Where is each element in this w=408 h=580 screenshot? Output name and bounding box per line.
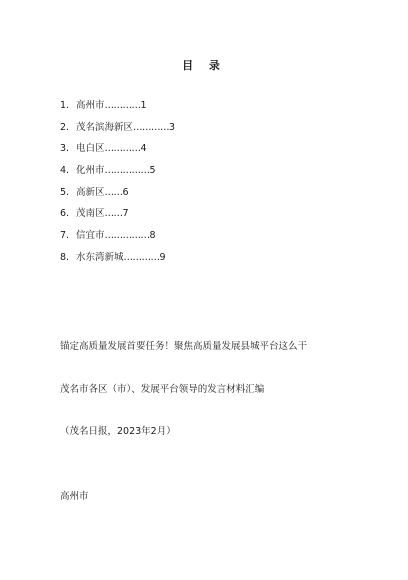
toc-item[interactable] — [60, 229, 175, 251]
toc-item-label: 电白区 — [76, 143, 105, 155]
toc-item-leader: …… — [104, 186, 123, 198]
toc-item-leader: …………… — [104, 230, 150, 242]
toc-item-label: 化州市 — [76, 165, 105, 177]
toc-item-page: 1 — [140, 100, 147, 111]
toc-item[interactable] — [60, 186, 175, 208]
toc-item-number: 6. — [60, 208, 70, 220]
toc-item-leader: ………… — [104, 143, 141, 155]
toc-item-leader: ………… — [133, 121, 170, 133]
toc-title: 目 录 — [182, 59, 226, 72]
toc-item-label: 茂名滨海新区 — [76, 121, 134, 133]
toc-item[interactable] — [60, 164, 175, 186]
toc-item-number: 4. — [60, 165, 70, 177]
document-subtitle: 茂名市各区（市）、发展平台领导的发言材料汇编 — [60, 384, 265, 395]
toc-item-number: 1. — [60, 100, 70, 111]
toc-item[interactable] — [60, 99, 175, 121]
toc-item-page: 8 — [149, 230, 156, 242]
toc-item-label: 信宜市 — [76, 230, 105, 242]
toc-item-page: 9 — [159, 251, 166, 263]
table-of-contents — [60, 99, 175, 273]
section-heading: 高州市 — [60, 491, 89, 502]
toc-item-page: 4 — [140, 143, 147, 155]
toc-item[interactable] — [60, 251, 175, 273]
toc-item-number: 7. — [60, 230, 70, 242]
toc-item-number: 2. — [60, 121, 70, 133]
toc-item-label: 水东湾新城 — [76, 251, 124, 263]
toc-item-number: 8. — [60, 251, 70, 263]
toc-item[interactable] — [60, 142, 175, 164]
toc-item-label: 高新区 — [76, 186, 105, 198]
toc-item-label: 茂南区 — [76, 208, 105, 220]
toc-item-page: 6 — [122, 186, 129, 198]
toc-item[interactable] — [60, 207, 175, 229]
toc-item-label: 高州市 — [76, 100, 105, 111]
toc-item-number: 3. — [60, 143, 70, 155]
document-source: （茂名日报，2023年2月） — [60, 426, 176, 437]
toc-item-page: 5 — [149, 165, 156, 177]
toc-item-leader: ………… — [104, 100, 141, 111]
toc-item-page: 3 — [169, 121, 176, 133]
toc-item-number: 5. — [60, 186, 70, 198]
toc-item-page: 7 — [122, 208, 129, 220]
document-headline: 锚定高质量发展首要任务！聚焦高质量发展县城平台这么干 — [60, 341, 308, 352]
toc-item[interactable] — [60, 121, 175, 143]
toc-item-leader: …… — [104, 208, 123, 220]
toc-item-leader: …………… — [104, 165, 150, 177]
toc-item-leader: ………… — [123, 251, 160, 263]
